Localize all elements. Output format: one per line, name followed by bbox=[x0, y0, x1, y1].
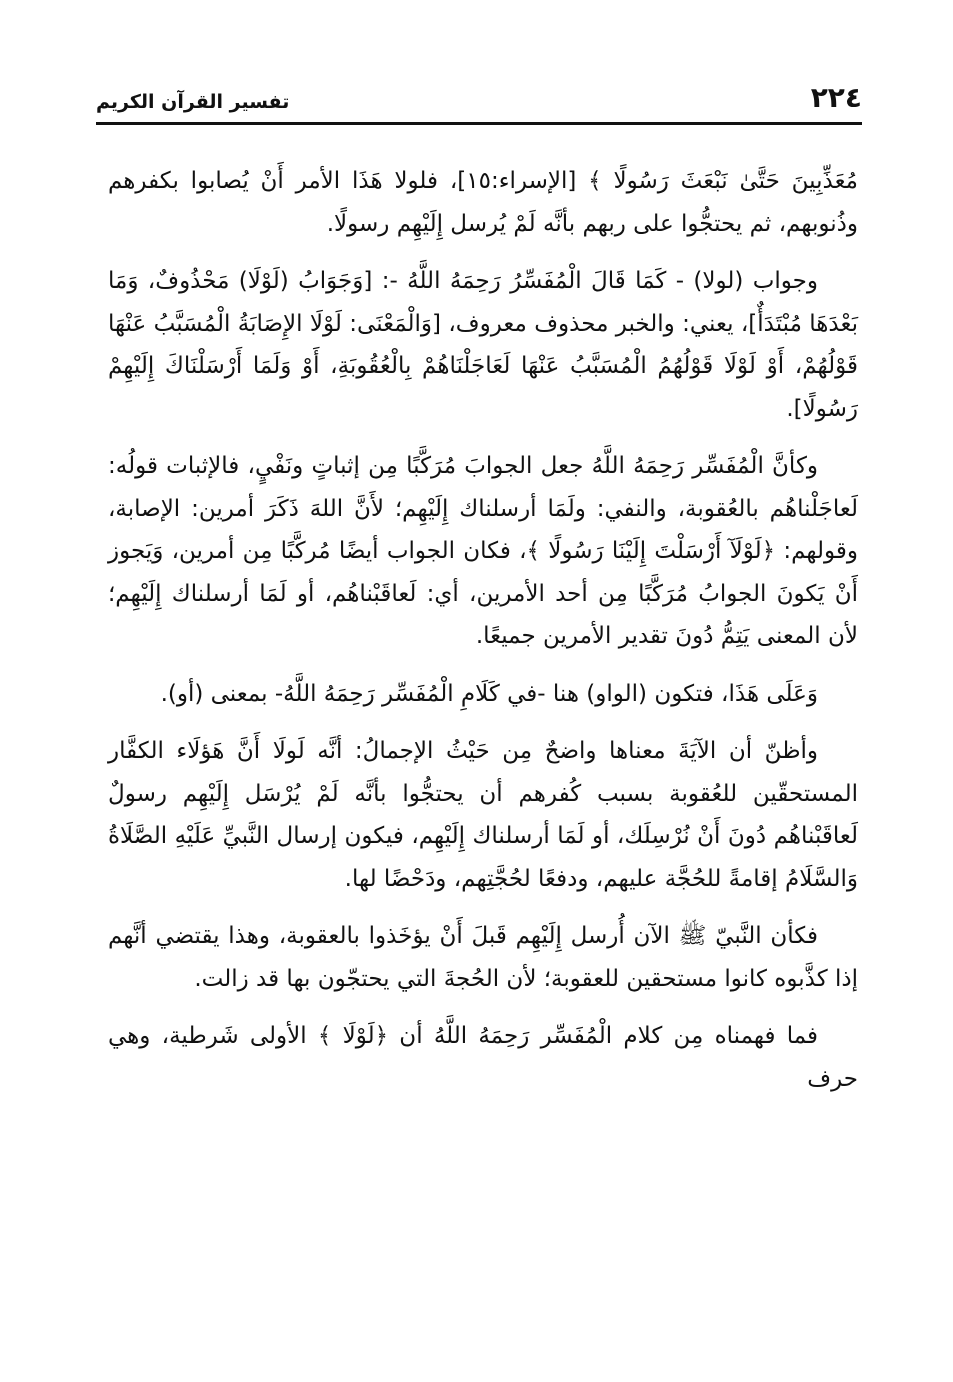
running-title: تفسير القرآن الكريم bbox=[96, 91, 290, 113]
paragraph-2: وجواب (لولا) - كَمَا قَالَ الْمُفَسِّرُ رَحِمَهُ اللَّهُ -: [وَجَوَابُ (لَوْلَا) مَحْذُوفٌ، وَمَا بَعْدَهَا مُبْتَدَأٌ]، يعني: والخبر محذوف معروف، [وَالْمَعْنَى: لَوْلَا الإِصَابَةُ الْمُسَبَّبُ عَنْهَا قَوْلُهُمْ، أَوْ لَوْلَا قَوْلُهُمُ الْمُسَبَّبُ عَنْهَا لَعَاجَلْنَاهُمْ بِالْعُقُوبَةِ، أَوْ وَلَمَا أَرْسَلْنَاكَ إِلَيْهِمْ رَسُولًا]. bbox=[108, 268, 858, 422]
page-number: ٢٢٤ bbox=[810, 81, 862, 114]
paragraph-3: وكأنَّ الْمُفَسِّر رَحِمَهُ اللَّهُ جعل الجوابَ مُرَكَّبًا مِن إثباتٍ ونَفْيٍ، فالإثبات قولُه: لَعاجَلْناهُم بالعُقوبة، والنفي: ولَمَا أرسلناك إِلَيْهِم؛ لأَنَّ اللهَ ذَكَرَ أمرين: الإصابة، وقولهم: ﴿لَوْلَآ أَرْسَلْتَ إِلَيْنَا رَسُولًا ﴾، فكان الجواب أيضًا مُركَّبًا مِن أمرين، وَيَجوز أَنْ يَكونَ الجوابُ مُرَكَّبًا مِن أحد الأمرين، أي: لَعاقَبْناهُم، أو لَمَا أرسلناك إِلَيْهِم؛ لأن المعنى يَتِمُّ دُونَ تقدير الأمرين جميعًا. bbox=[108, 453, 858, 649]
page-header bbox=[96, 78, 862, 128]
body-text bbox=[108, 160, 858, 1115]
paragraph-5: وأظنّ أن الآيَةَ معناها واضحٌ مِن حَيْثُ الإجمالُ: أنَّه لَولَا أَنَّ هَؤلَاء الكفَّار المستحقّين للعُقوبة بسبب كُفرهم أن يحتجُّوا بأنَّه لَمْ يُرْسَل إِلَيْهِم رسولٌ لَعاقَبْناهُم دُونَ أَنْ نُرْسِلَك، أو لَمَا أرسلناك إِلَيْهِم، فيكون إرسال النَّبيِّ عَلَيْهِ الصَّلَاةُ وَالسَّلَامُ إقامةً للحُجَّة عليهم، ودفعًا لحُجَّتِهم، ودَحْضًا لها. bbox=[108, 738, 858, 892]
paragraph-6: فكأن النَّبيّ ﷺ الآن أُرسل إِلَيْهِم قَبلَ أَنْ يؤخَذوا بالعقوبة، وهذا يقتضي أنَّهم إذا كذَّبوه كانوا مستحقين للعقوبة؛ لأن الحُجةَ التي يحتجّون بها قد زالت. bbox=[108, 923, 858, 992]
paragraph-4: وَعَلَى هَذَا، فتكون (الواو) هنا -في كَلَامِ الْمُفَسِّر رَحِمَهُ اللَّهُ- بمعنى (أو). bbox=[160, 680, 818, 707]
paragraph-1: مُعَذِّبِينَ حَتَّىٰ نَبْعَثَ رَسُولًا ﴾ [الإسراء:١٥]، فلولا هَذَا الأمر أَنْ يُصابوا بكفرهم وذُنوبهم، ثم يحتجُّوا على ربهم بأنَّه لَمْ يُرسل إِلَيْهِم رسولًا. bbox=[108, 168, 859, 237]
paragraph-7: فما فهمناه مِن كلام الْمُفَسِّر رَحِمَهُ اللَّهُ أن ﴿لَوْلَا ﴾ الأولى شَرطية، وهي حرف bbox=[108, 1023, 858, 1092]
header-rule bbox=[96, 122, 862, 125]
